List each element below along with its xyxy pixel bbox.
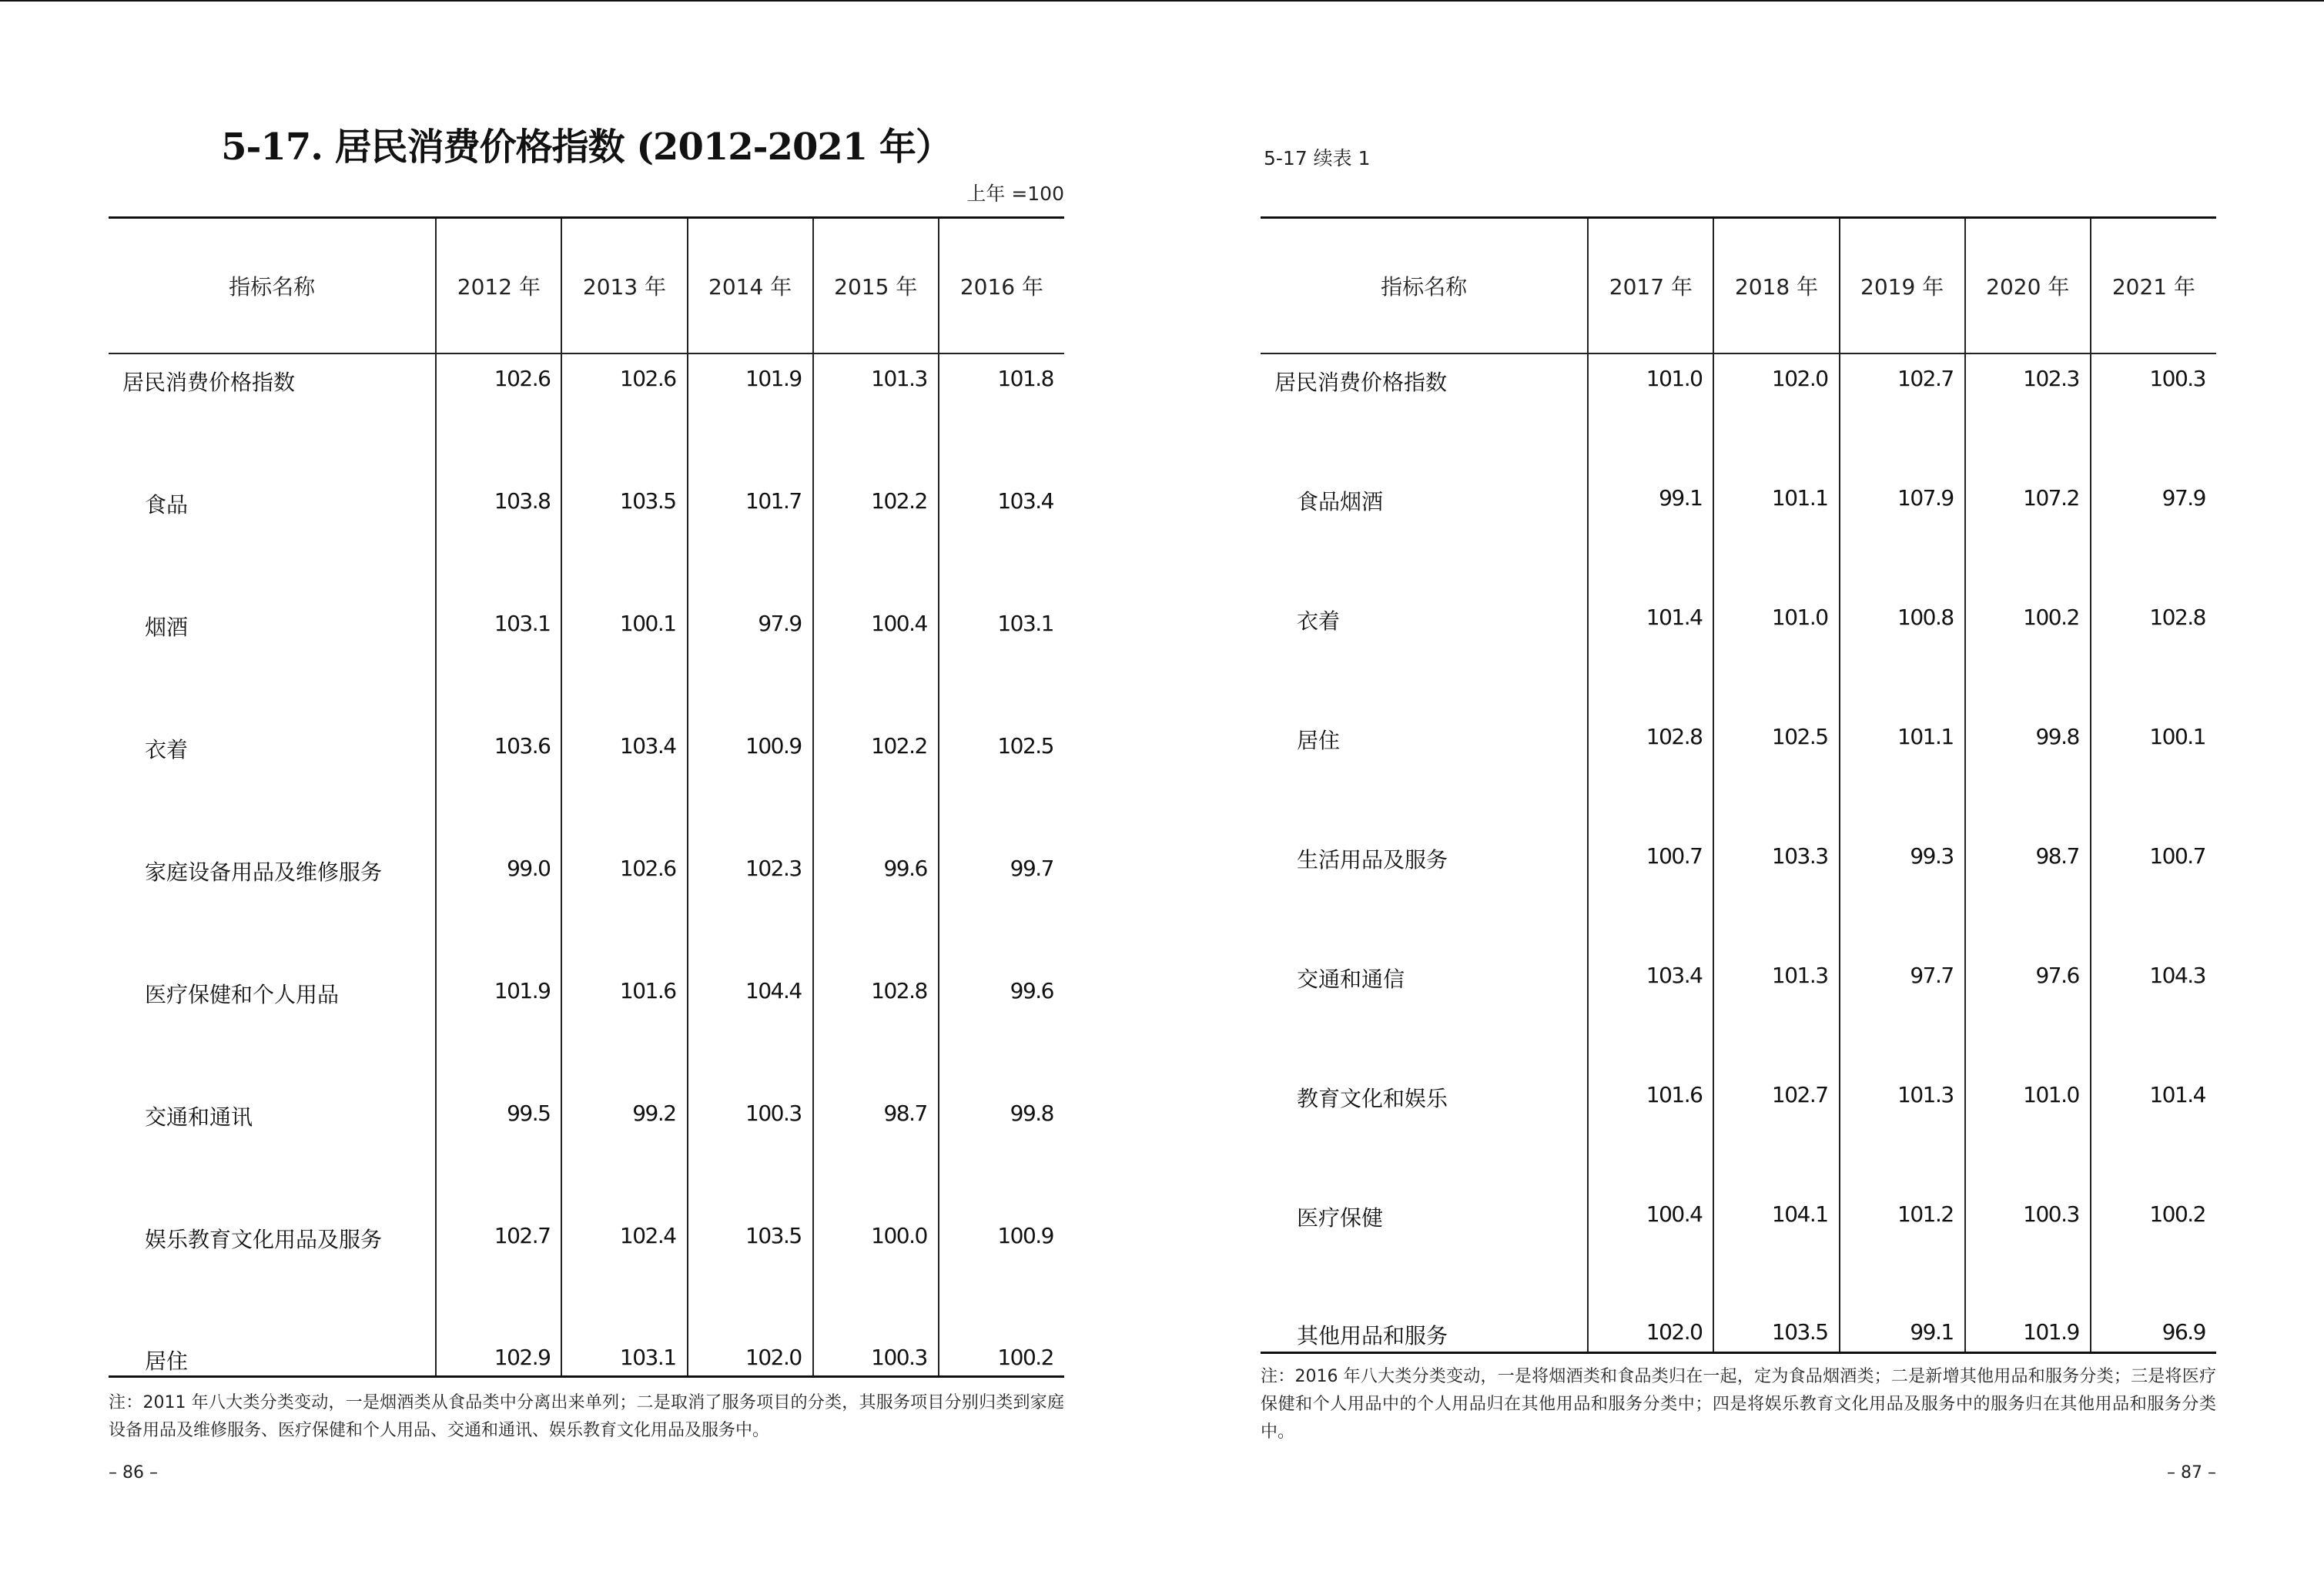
index-value: 104.1 [1771,1201,1828,1227]
row-label: 生活用品及服务 [1297,847,1448,873]
index-value: 99.7 [1010,856,1053,881]
index-value: 104.3 [2149,963,2205,988]
value-cell [1713,832,1839,951]
index-value: 101.1 [1771,485,1828,511]
value-cell [1965,1309,2091,1353]
table-body [1261,353,2216,1353]
row-label-cell [109,1089,436,1211]
index-value: 100.4 [871,611,927,636]
value-cell [436,1089,561,1211]
row-label-cell [1261,951,1588,1070]
value-cell [561,844,687,967]
index-value: 101.9 [745,366,802,391]
index-value: 100.1 [619,611,676,636]
row-label: 衣着 [1297,608,1341,634]
value-cell [2091,951,2216,1070]
index-value: 101.8 [997,366,1053,391]
table-header-row [1261,218,2216,354]
index-value: 102.7 [494,1223,551,1248]
value-cell [561,722,687,844]
value-cell [688,599,813,722]
value-cell [813,477,939,599]
value-cell [1588,1309,1713,1353]
index-value: 99.3 [1910,843,1954,869]
index-value: 102.0 [745,1345,802,1370]
index-value: 100.2 [2023,605,2079,630]
value-cell [1965,712,2091,832]
row-label-cell [109,353,436,477]
index-value: 101.0 [1646,366,1703,391]
index-value: 97.9 [758,611,802,636]
value-cell [2091,593,2216,712]
index-value: 102.3 [745,856,802,881]
index-value: 103.6 [494,733,551,759]
value-cell [1840,1190,1965,1309]
value-cell [813,1334,939,1377]
value-cell [939,353,1064,477]
value-cell [2091,712,2216,832]
index-value: 102.6 [619,366,676,391]
row-label: 医疗保健 [1297,1205,1384,1231]
right-page [1261,0,2216,1588]
value-cell [436,722,561,844]
table-row [1261,353,2216,474]
column-header-year: 2014 年 [688,218,813,354]
table-row [1261,474,2216,593]
table-title: 5-17. 居民消费价格指数 (2012-2021 年） [221,126,952,169]
index-value: 102.8 [871,978,927,1003]
index-value: 100.3 [745,1101,802,1126]
index-value: 100.9 [997,1223,1053,1248]
index-value: 103.5 [1771,1319,1828,1345]
row-label: 交通和通讯 [145,1104,253,1130]
value-cell [1713,1309,1839,1353]
index-value: 101.3 [871,366,927,391]
value-cell [1965,1070,2091,1190]
row-label-cell [1261,1070,1588,1190]
value-cell [939,722,1064,844]
value-cell [939,1089,1064,1211]
value-cell [1965,1190,2091,1309]
index-value: 101.2 [1897,1201,1954,1227]
index-value: 101.7 [745,488,802,514]
row-label: 食品 [145,492,189,518]
value-cell [939,1334,1064,1377]
index-value: 100.3 [2023,1201,2079,1227]
index-value: 103.5 [619,488,676,514]
table-row [109,1334,1064,1377]
index-value: 99.8 [1010,1101,1053,1126]
row-label-cell [1261,474,1588,593]
index-value: 101.6 [619,978,676,1003]
table-row [1261,593,2216,712]
index-value: 103.4 [619,733,676,759]
index-value: 100.3 [871,1345,927,1370]
table-row [109,722,1064,844]
table-row [1261,1070,2216,1190]
index-value: 102.2 [871,488,927,514]
row-label: 食品烟酒 [1297,489,1384,514]
index-value: 101.9 [2023,1319,2079,1345]
index-value: 100.7 [1646,843,1703,869]
index-value: 102.6 [619,856,676,881]
table-row [1261,712,2216,832]
row-label-cell [109,1211,436,1334]
index-value: 100.2 [2149,1201,2205,1227]
index-value: 102.7 [1897,366,1954,391]
index-value: 101.3 [1897,1082,1954,1107]
index-value: 107.9 [1897,485,1954,511]
value-cell [1965,951,2091,1070]
index-value: 100.0 [871,1223,927,1248]
row-label: 医疗保健和个人用品 [145,982,340,1007]
value-cell [939,844,1064,967]
value-cell [939,967,1064,1089]
index-value: 102.2 [871,733,927,759]
index-value: 99.0 [507,856,551,881]
footnote: 注：2011 年八大类分类变动，一是烟酒类从食品类中分离出来单列；二是取消了服务项目的分类，其服务项目分别归类到家庭设备用品及维修服务、医疗保健和个人用品、交通和通讯、娱乐教育文化用品及服务中。 [109,1393,1064,1440]
index-value: 101.9 [494,978,551,1003]
unit-note: 上年 =100 [966,183,1064,205]
value-cell [688,722,813,844]
row-label: 教育文化和娱乐 [1297,1086,1448,1111]
index-value: 102.0 [1771,366,1828,391]
index-value: 99.1 [1910,1319,1954,1345]
value-cell [1840,1070,1965,1190]
column-header-year: 2018 年 [1713,218,1839,354]
column-header-year: 2020 年 [1965,218,2091,354]
index-value: 101.0 [2023,1082,2079,1107]
value-cell [688,353,813,477]
column-header-year: 2013 年 [561,218,687,354]
column-header-year: 2021 年 [2091,218,2216,354]
left-page [109,0,1064,1588]
value-cell [1840,353,1965,474]
value-cell [436,967,561,1089]
index-value: 101.1 [1897,724,1954,749]
value-cell [688,967,813,1089]
table-row [109,844,1064,967]
value-cell [688,477,813,599]
row-label-cell [1261,712,1588,832]
table-row [109,1211,1064,1334]
value-cell [561,967,687,1089]
value-cell [1840,712,1965,832]
value-cell [813,599,939,722]
index-value: 104.4 [745,978,802,1003]
row-label: 居民消费价格指数 [1274,370,1448,395]
index-value: 102.7 [1771,1082,1828,1107]
table-row [1261,1309,2216,1353]
index-value: 99.8 [2035,724,2079,749]
table-header-row [109,218,1064,354]
value-cell [1965,353,2091,474]
column-header-year: 2015 年 [813,218,939,354]
table-row [109,1089,1064,1211]
index-value: 102.5 [1771,724,1828,749]
index-value: 103.4 [1646,963,1703,988]
index-value: 103.1 [997,611,1053,636]
table-row [109,599,1064,722]
index-value: 99.5 [507,1101,551,1126]
value-cell [1588,474,1713,593]
table-row [109,477,1064,599]
column-header-year: 2019 年 [1840,218,1965,354]
value-cell [1713,353,1839,474]
value-cell [1588,593,1713,712]
value-cell [1713,593,1839,712]
row-label-cell [1261,1309,1588,1353]
index-value: 102.9 [494,1345,551,1370]
value-cell [939,599,1064,722]
index-value: 102.0 [1646,1319,1703,1345]
value-cell [1588,1190,1713,1309]
row-label: 居住 [145,1348,189,1374]
table-body [109,353,1064,1377]
index-value: 100.9 [745,733,802,759]
value-cell [1588,951,1713,1070]
row-label: 衣着 [145,737,189,762]
value-cell [436,477,561,599]
index-value: 98.7 [883,1101,927,1126]
value-cell [1588,1070,1713,1190]
index-value: 102.8 [2149,605,2205,630]
index-value: 96.9 [2162,1319,2205,1345]
value-cell [2091,1070,2216,1190]
index-value: 97.6 [2035,963,2079,988]
index-value: 101.4 [1646,605,1703,630]
value-cell [436,844,561,967]
value-cell [813,722,939,844]
value-cell [561,1089,687,1211]
row-label-cell [109,722,436,844]
row-label: 居住 [1297,728,1341,753]
value-cell [813,844,939,967]
value-cell [561,599,687,722]
footnote: 注：2016 年八大类分类变动，一是将烟酒类和食品类归在一起，定为食品烟酒类；二是新增其他用品和服务分类；三是将医疗保健和个人用品中的个人用品归在其他用品和服务分类中；四是将娱乐教育文化用品及服务中的服务归在其他用品和服务分类中。 [1261,1367,2216,1442]
row-label: 娱乐教育文化用品及服务 [145,1227,383,1252]
value-cell [1840,832,1965,951]
index-value: 97.9 [2162,485,2205,511]
column-header-name: 指标名称 [1261,218,1588,354]
row-label-cell [109,844,436,967]
value-cell [2091,1190,2216,1309]
value-cell [561,477,687,599]
row-label-cell [109,967,436,1089]
value-cell [1840,474,1965,593]
index-value: 101.3 [1771,963,1828,988]
value-cell [2091,353,2216,474]
row-label-cell [1261,1190,1588,1309]
index-value: 99.1 [1659,485,1703,511]
column-header-year: 2012 年 [436,218,561,354]
index-value: 101.6 [1646,1082,1703,1107]
value-cell [813,1211,939,1334]
index-value: 103.3 [1771,843,1828,869]
index-value: 100.2 [997,1345,1053,1370]
value-cell [1713,712,1839,832]
cpi-table-2017-2021 [1261,216,2216,1354]
value-cell [2091,832,2216,951]
index-value: 102.5 [997,733,1053,759]
value-cell [561,1334,687,1377]
value-cell [1713,1190,1839,1309]
row-label: 交通和通信 [1297,967,1405,992]
value-cell [1840,593,1965,712]
value-cell [688,1089,813,1211]
value-cell [688,1211,813,1334]
index-value: 100.1 [2149,724,2205,749]
row-label-cell [109,599,436,722]
value-cell [1713,951,1839,1070]
value-cell [436,1211,561,1334]
row-label-cell [1261,832,1588,951]
column-header-year: 2017 年 [1588,218,1713,354]
row-label: 居民消费价格指数 [122,370,296,395]
value-cell [561,353,687,477]
index-value: 99.6 [883,856,927,881]
value-cell [2091,474,2216,593]
page-number: – 86 – [109,1463,158,1482]
index-value: 100.8 [1897,605,1954,630]
value-cell [1713,474,1839,593]
value-cell [1588,353,1713,474]
index-value: 101.4 [2149,1082,2205,1107]
row-label-cell [109,1334,436,1377]
value-cell [436,353,561,477]
index-value: 97.7 [1910,963,1954,988]
index-value: 103.1 [494,611,551,636]
value-cell [688,1334,813,1377]
index-value: 101.0 [1771,605,1828,630]
index-value: 100.7 [2149,843,2205,869]
row-label: 家庭设备用品及维修服务 [145,859,383,885]
index-value: 102.6 [494,366,551,391]
row-label: 烟酒 [145,615,189,640]
index-value: 102.4 [619,1223,676,1248]
table-row [109,967,1064,1089]
cpi-table-2012-2016 [109,216,1064,1378]
value-cell [939,1211,1064,1334]
value-cell [1965,474,2091,593]
table-row [1261,951,2216,1070]
value-cell [813,1089,939,1211]
value-cell [436,1334,561,1377]
index-value: 102.8 [1646,724,1703,749]
index-value: 103.4 [997,488,1053,514]
row-label-cell [109,477,436,599]
value-cell [1965,593,2091,712]
index-value: 103.1 [619,1345,676,1370]
index-value: 103.5 [745,1223,802,1248]
value-cell [2091,1309,2216,1353]
value-cell [1965,832,2091,951]
row-label-cell [1261,593,1588,712]
row-label-cell [1261,353,1588,474]
value-cell [813,967,939,1089]
value-cell [436,599,561,722]
value-cell [939,477,1064,599]
column-header-year: 2016 年 [939,218,1064,354]
index-value: 100.3 [2149,366,2205,391]
table-row [1261,1190,2216,1309]
table-row [1261,832,2216,951]
table-row [109,353,1064,477]
value-cell [1588,832,1713,951]
index-value: 99.6 [1010,978,1053,1003]
index-value: 103.8 [494,488,551,514]
value-cell [561,1211,687,1334]
continuation-label: 5-17 续表 1 [1264,147,1371,169]
value-cell [813,353,939,477]
value-cell [1588,712,1713,832]
index-value: 99.2 [632,1101,676,1126]
row-label: 其他用品和服务 [1297,1323,1448,1348]
value-cell [1840,1309,1965,1353]
value-cell [1840,951,1965,1070]
column-header-name: 指标名称 [109,218,436,354]
value-cell [1713,1070,1839,1190]
index-value: 107.2 [2023,485,2079,511]
value-cell [688,844,813,967]
index-value: 100.4 [1646,1201,1703,1227]
page-number: – 87 – [2167,1463,2216,1482]
index-value: 98.7 [2035,843,2079,869]
index-value: 102.3 [2023,366,2079,391]
